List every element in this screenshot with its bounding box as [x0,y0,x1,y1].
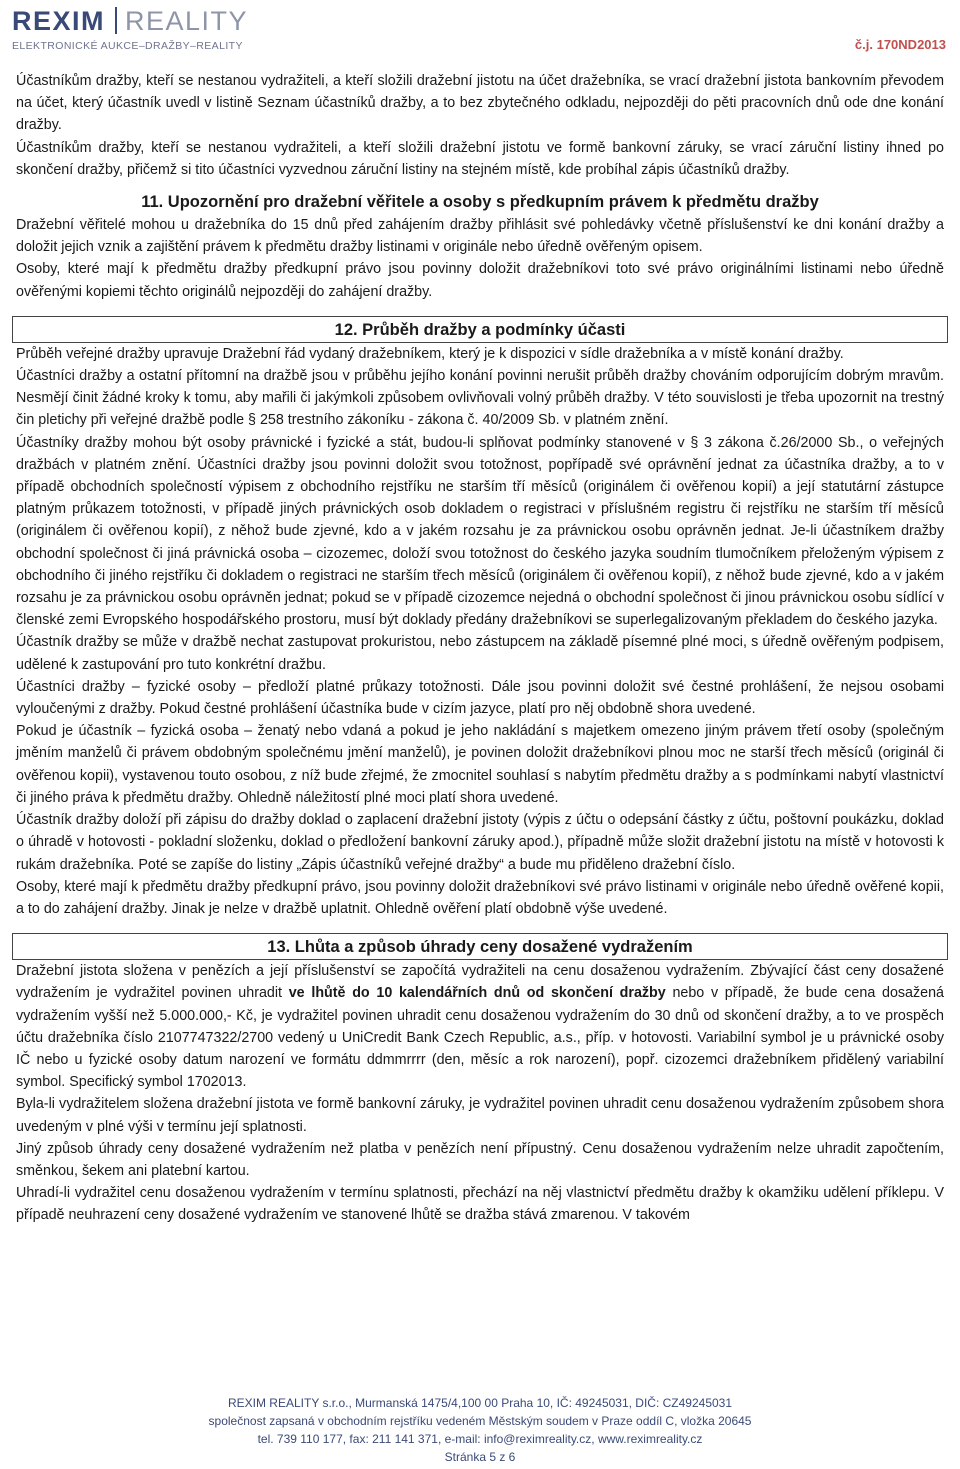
page-footer [0,1394,960,1466]
logo-rexim-text: REXIM [12,6,106,36]
page-number: Stránka 5 z 6 [444,1450,516,1464]
footer-contact-line: tel. 739 110 177, fax: 211 141 371, e-mail: info@reximreality.cz, www.reximreality.cz [257,1432,703,1446]
section-12-paragraph-6: Pokud je účastník – fyzická osoba – ženatý nebo vdaná a pokud je jeho nakládání s majetkem omezeno jiným právem třetí osoby (společným jměním manželů či právem obdobným společnému jmění manželů), je povinen doložit dražebníkovi plnou moc ne starší třech měsíců (originál či ověřenou kopii), vystavenou touto osobou, z níž bude zřejmé, že zmocnitel souhlasí s nabytím předmětu dražby a s podmínkami nabytí vlastnictví či jiného práva k předmětu dražby. Ohledně náležitostí plné moci platí shora uvedené. [16,723,944,806]
intro-paragraph-2: Účastníkům dražby, kteří se nestanou vydražiteli, a kteří složili dražební jistotu ve formě bankovní záruky, se vrací záruční listiny ihned po skončení dražby, přičemž si tito účastníci vyzvednou záruční listiny na stejném místě, kde probíhal zápis účastníků dražby. [16,139,944,178]
section-13-paragraph-2: Byla-li vydražitelem složena dražební jistota ve formě bankovní záruky, je vydražitel povinen uhradit cenu dosaženou vydražením způsobem shora uvedeným v plné výši v termínu její splatnosti. [16,1096,944,1135]
section-12-paragraph-1: Průběh veřejné dražby upravuje Dražební řád vydaný dražebníkem, který je k dispozici v sídle dražebníka a v místě konání dražby. [16,345,844,362]
section-13-paragraph-1 [16,960,944,1093]
logo-tagline: ELEKTRONICKÉ AUKCE–DRAŽBY–REALITY [12,40,243,52]
section-12-paragraph-5: Účastníci dražby – fyzické osoby – předloží platné průkazy totožnosti. Dále jsou povinni doložit své čestné prohlášení, že nejsou osobami vyloučenými z dražby. Pokud čestné prohlášení účastníka bude v cizím jazyce, platí pro něj obdobně shora uvedené. [16,678,944,718]
document-body [16,70,944,1227]
logo-divider [115,7,117,34]
section-12-paragraph-2: Účastníci dražby a ostatní přítomní na dražbě jsou v průběhu jejího konání povinni nerušit průběh dražby chováním odporujícím dobrým mravům. Nesmějí činit žádné kroky k tomu, aby mařili či jakýmkoli způsobem ovlivňovali volný průběh dražby. V této souvislosti je třeba upozornit na trestný čin pletichy při veřejné dražbě podle § 258 trestního zákoníku - zákona č. 40/2009 Sb. v platném znění. [16,368,944,429]
section-11-paragraph-1: Dražební věřitelé mohou u dražebníka do 15 dnů před zahájením dražby přihlásit své pohledávky včetně příslušenství ke dni konání dražby a doložit jejich vznik a zajištění právem k předmětu dražby listinami v originále nebo úředně ověřeným opisem. [16,217,944,256]
section-13-heading: 13. Lhůta a způsob úhrady ceny dosažené vydražením [12,933,948,960]
intro-paragraph-1: Účastníkům dražby, kteří se nestanou vydražiteli, a kteří složili dražební jistotu na účet dražebníka, se vrací dražební jistota bankovním převodem na účet, který účastník uvedl v listině Seznam účastníků dražby, a to bez zbytečného odkladu, nejpozději do pěti pracovních dnů ode dne konání dražby. [16,73,944,134]
section-13-paragraph-3: Jiný způsob úhrady ceny dosažené vydražením než platba v penězích není přípustný. Cenu dosaženou vydražením nelze uhradit započtením, směnkou, šekem ani platební kartou. [16,1140,944,1179]
section-11-heading: 11. Upozornění pro dražební věřitele a osoby s předkupním právem k předmětu dražby [141,193,819,212]
section-12-paragraph-3: Účastníky dražby mohou být osoby právnické i fyzické a stát, budou-li splňovat podmínky stanovené v § 3 zákona č.26/2000 Sb., o veřejných dražbách v platném znění. Účastníci dražby jsou povinni doložit svou totožnost, popřípadě své oprávnění jednat za účastníka dražby, a to v případě obchodních společností výpisem z obchodního rejstříku ne starším tří měsíců (originálem či ověřenou kopií) a její statutární zástupce platným průkazem totožnosti, v případě jiných právnických osob dokladem o registraci v příslušném registru či rejstříku ne starším tří měsíců (originálem či ověřenou kopií), z něhož bude zjevné, kdo a v jakém rozsahu je za právnickou osobu oprávněn jednat. Je-li účastníkem dražby obchodní společnost či jiná právnická osoba – cizozemec, doloží svou totožnost do českého jazyka soudním tlumočníkem přeloženým výpisem z obchodního či jiného rejstříku či dokladem o registraci ne starším třech měsíců (originálem či ověřenou kopií), z něhož bude zjevné, kdo a v jakém rozsahu je za právnickou osobu oprávněn jednat; pokud se v případě cizozemce nejedná o obchodní společnost či jinou právnickou osobu sídlící v členské zemi Evropského hospodářského prostoru, musí být doklady předány dražebníkovi se superlegalizovaným překladem do českého jazyka. [16,434,944,629]
company-logo [12,6,262,54]
reference-number: č.j. 170ND2013 [854,37,946,52]
page-header [0,0,960,60]
section-12-paragraph-7: Účastník dražby doloží při zápisu do dražby doklad o zaplacení dražební jistoty (výpis z účtu o odepsání částky z účtu, poštovní poukázku, doklad o úhradě v hotovosti - pokladní složenku, doklad o předložení bankovní záruky apod.), případně může složit dražební jistotu na místě v hotovosti k rukám dražebníka. Poté se zapíše do listiny „Zápis účastníků veřejné dražby“ a bude mu přiděleno dražební číslo. [16,812,944,873]
section-12-paragraph-8: Osoby, které mají k předmětu dražby předkupní právo, jsou povinny doložit dražebníkovi své právo listinami v originále nebo úředně ověřené kopii, a to do zahájení dražby. Jinak je nelze v dražbě uplatnit. Ohledně ověření platí obdobně výše uvedené. [16,878,944,917]
section-13-paragraph-4: Uhradí-li vydražitel cenu dosaženou vydražením v termínu splatnosti, přechází na něj vlastnictví předmětu dražby k okamžiku udělení příklepu. V případě neuhrazení ceny dosažené vydražením ve stanovené lhůtě se dražba stává zmarenou. V takovém [16,1185,944,1224]
footer-company-line: REXIM REALITY s.r.o., Murmanská 1475/4,100 00 Praha 10, IČ: 49245031, DIČ: CZ49245031 [227,1396,733,1410]
section-12-heading: 12. Průběh dražby a podmínky účasti [12,316,948,343]
section-13-paragraph-1-end: nebo v případě, že bude cena dosažená vydražením vyšší než 5.000.000,- Kč, je vydražitel povinen uhradit cenu dosaženou vydražením do 30 dnů od skončení dražby, a to ve prospěch účtu dražebníka číslo 2107747322/2700 vedený u UniCredit Bank Czech Republic, a.s., příp. v hotovosti. Variabilní symbol je u právnické osoby IČ nebo u fyzické osoby datum narození ve formátu ddmmrrrr (den, měsíc a rok narození), popř. cizozemci dražebníkem přidělený variabilní symbol. Specifický symbol 1702013. [16,985,945,1091]
payment-deadline-emphasis: ve lhůtě do 10 kalendářních dnů od skončení dražby [288,985,666,1002]
section-12-paragraph-4: Účastník dražby se může v dražbě nechat zastupovat prokuristou, nebo zástupcem na základě písemné plné moci, s úředně ověřeným podpisem, udělené k zastupování pro tuto konkrétní dražbu. [16,634,944,673]
section-11-paragraph-2: Osoby, které mají k předmětu dražby předkupní právo jsou povinny doložit dražebníkovi toto své právo originálními listinami nebo úředně ověřenými kopiemi těchto originálů nejpozději do zahájení dražby. [16,261,944,300]
section-13-paragraph-1-start: Dražební jistota složena v penězích a její příslušenství se započítá vydražiteli na cenu dosaženou vydražením. Zbývající část ceny dosažené vydražením je vydražitel povinen uhradit [16,963,944,1002]
footer-registry-line: společnost zapsaná v obchodním rejstříku vedeném Městským soudem v Praze oddíl C, vložka 20645 [208,1414,752,1428]
logo-reality-text: REALITY [125,6,249,36]
